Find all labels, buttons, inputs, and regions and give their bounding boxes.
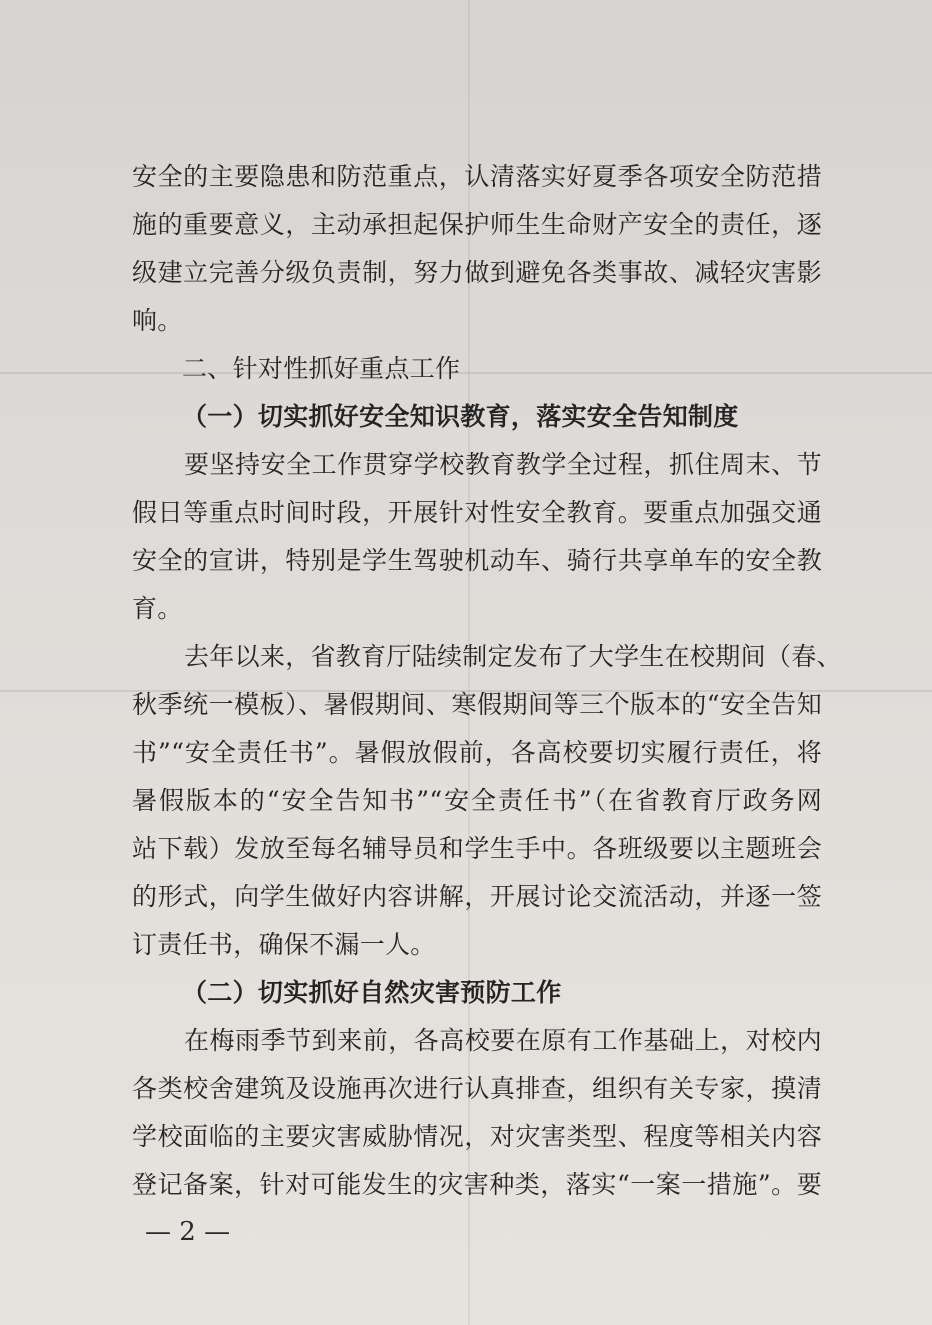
section-heading: 二、针对性抓好重点工作 <box>182 354 461 383</box>
body-line: 安全的宣讲，特别是学生驾驶机动车、骑行共享单车的安全教 <box>132 546 822 575</box>
body-line: 施的重要意义，主动承担起保护师生生命财产安全的责任，逐 <box>132 210 822 239</box>
body-line: 站下载）发放至每名辅导员和学生手中。各班级要以主题班会 <box>132 834 822 863</box>
body-line: 暑假版本的“安全告知书”“安全责任书”（在省教育厅政务网 <box>132 786 822 815</box>
body-line: 登记备案，针对可能发生的灾害种类，落实“一案一措施”。要 <box>132 1170 822 1199</box>
body-line: 级建立完善分级负责制，努力做到避免各类事故、减轻灾害影 <box>132 258 822 287</box>
subsection-heading: （一）切实抓好安全知识教育，落实安全告知制度 <box>182 402 739 431</box>
body-line: 的形式，向学生做好内容讲解，开展讨论交流活动，并逐一签 <box>132 882 822 911</box>
body-line: 秋季统一模板）、暑假期间、寒假期间等三个版本的“安全告知 <box>132 690 822 719</box>
body-line: 学校面临的主要灾害威胁情况，对灾害类型、程度等相关内容 <box>132 1122 822 1151</box>
body-line: 在梅雨季节到来前，各高校要在原有工作基础上，对校内 <box>184 1026 822 1055</box>
body-line: 响。 <box>132 306 183 335</box>
body-line: 订责任书，确保不漏一人。 <box>132 930 436 959</box>
body-line: 各类校舍建筑及设施再次进行认真排查，组织有关专家，摸清 <box>132 1074 822 1103</box>
page-number: — 2 — <box>145 1217 231 1247</box>
body-line: 假日等重点时间时段，开展针对性安全教育。要重点加强交通 <box>132 498 822 527</box>
body-line: 去年以来，省教育厅陆续制定发布了大学生在校期间（春、 <box>184 642 842 671</box>
body-line: 育。 <box>132 594 183 623</box>
subsection-heading: （二）切实抓好自然灾害预防工作 <box>182 978 562 1007</box>
document-body <box>132 153 842 1209</box>
body-line: 安全的主要隐患和防范重点，认清落实好夏季各项安全防范措 <box>132 162 822 191</box>
body-line: 要坚持安全工作贯穿学校教育教学全过程，抓住周末、节 <box>184 450 822 479</box>
body-line: 书”“安全责任书”。暑假放假前，各高校要切实履行责任，将 <box>132 738 822 767</box>
